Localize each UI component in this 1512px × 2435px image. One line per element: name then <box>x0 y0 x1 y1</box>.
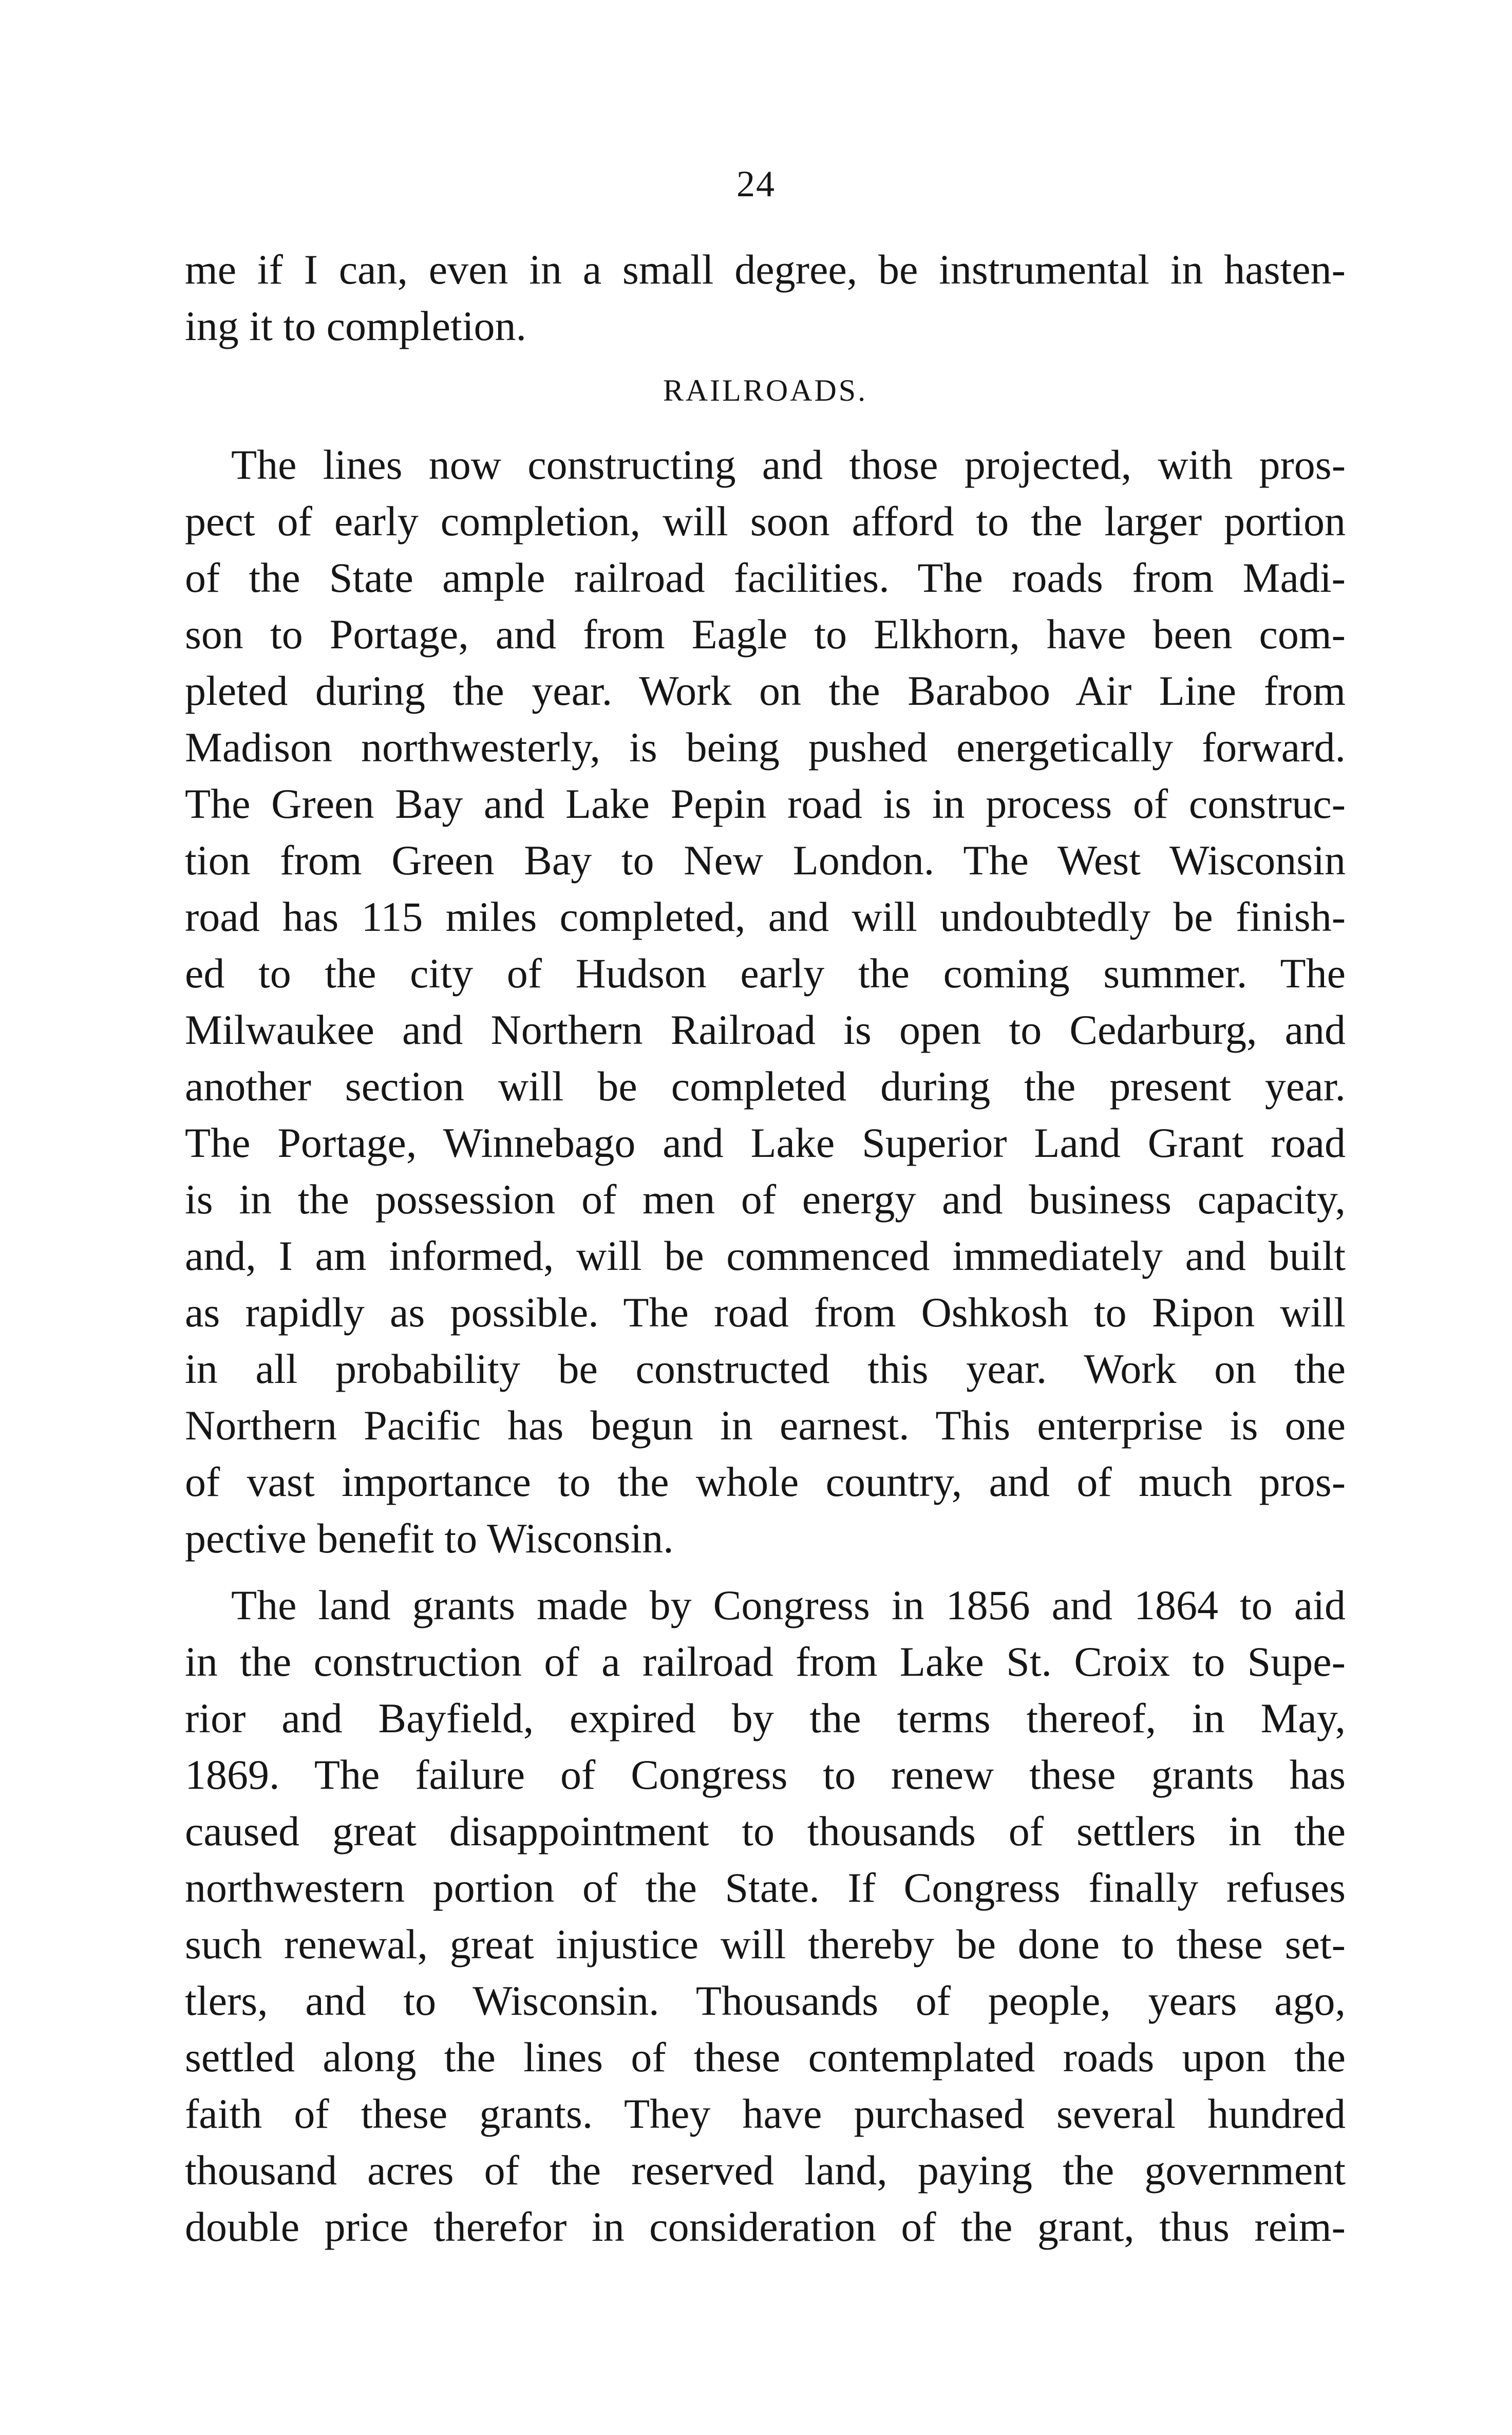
text-line: son to Portage, and from Eagle to Elkhorn, have been com- <box>185 611 1346 658</box>
paragraph-gap <box>185 1567 1346 1577</box>
text-line: thousand acres of the reserved land, paying the government <box>185 2147 1346 2194</box>
text-line: The Portage, Winnebago and Lake Superior Land Grant road <box>185 1119 1346 1166</box>
text-line: tlers, and to Wisconsin. Thousands of people, years ago, <box>185 1977 1346 2024</box>
page-number: 24 <box>736 163 776 204</box>
text-line: caused great disappointment to thousands of settlers in the <box>185 1808 1346 1855</box>
text-line: such renewal, great injustice will thereby be done to these set- <box>185 1921 1346 1968</box>
text-line: ing it to completion. <box>185 303 527 349</box>
text-line: ed to the city of Hudson early the coming summer. The <box>185 950 1346 997</box>
section-heading: RAILROADS. <box>663 373 868 407</box>
text-line: as rapidly as possible. The road from Oshkosh to Ripon will <box>185 1289 1346 1336</box>
text-line: of the State ample railroad facilities. The roads from Madi- <box>185 554 1346 601</box>
text-line: me if I can, even in a small degree, be instrumental in hasten- <box>185 246 1346 293</box>
text-line: road has 115 miles completed, and will undoubtedly be finish- <box>185 893 1346 940</box>
text-line: The land grants made by Congress in 1856 and 1864 to aid <box>231 1582 1346 1628</box>
text-line: and, I am informed, will be commenced immediately and built <box>185 1232 1346 1279</box>
text-line: settled along the lines of these contemplated roads upon the <box>185 2034 1346 2081</box>
text-line: in the construction of a railroad from Lake St. Croix to Supe- <box>185 1638 1346 1685</box>
text-line: pleted during the year. Work on the Baraboo Air Line from <box>185 667 1346 714</box>
text-line: Madison northwesterly, is being pushed energetically forward. <box>185 724 1346 771</box>
text-line: The Green Bay and Lake Pepin road is in process of construc- <box>185 780 1346 827</box>
text-line: Northern Pacific has begun in earnest. This enterprise is one <box>185 1402 1346 1449</box>
text-line: northwestern portion of the State. If Congress finally refuses <box>185 1864 1346 1911</box>
text-line: pect of early completion, will soon afford to the larger portion <box>185 498 1346 545</box>
paragraph-land-grants <box>185 1577 1346 2255</box>
text-line: 1869. The failure of Congress to renew these grants has <box>185 1751 1346 1798</box>
paragraph-railroads-lines <box>185 437 1346 1567</box>
text-line: faith of these grants. They have purchased several hundred <box>185 2090 1346 2137</box>
text-line: Milwaukee and Northern Railroad is open to Cedarburg, and <box>185 1006 1346 1053</box>
text-line: rior and Bayfield, expired by the terms thereof, in May, <box>185 1695 1346 1741</box>
body-text <box>185 241 1346 2255</box>
text-line: is in the possession of men of energy and business capacity, <box>185 1176 1346 1223</box>
text-line: of vast importance to the whole country, and of much pros- <box>185 1458 1346 1505</box>
text-line: in all probability be constructed this year. Work on the <box>185 1345 1346 1392</box>
text-line: pective benefit to Wisconsin. <box>185 1515 674 1562</box>
text-line: tion from Green Bay to New London. The West Wisconsin <box>185 837 1346 884</box>
text-line: double price therefor in consideration of the grant, thus reim- <box>185 2203 1346 2250</box>
text-line: another section will be completed during the present year. <box>185 1063 1346 1110</box>
text-line: The lines now constructing and those projected, with pros- <box>231 441 1346 488</box>
opening-paragraph <box>185 241 1346 354</box>
